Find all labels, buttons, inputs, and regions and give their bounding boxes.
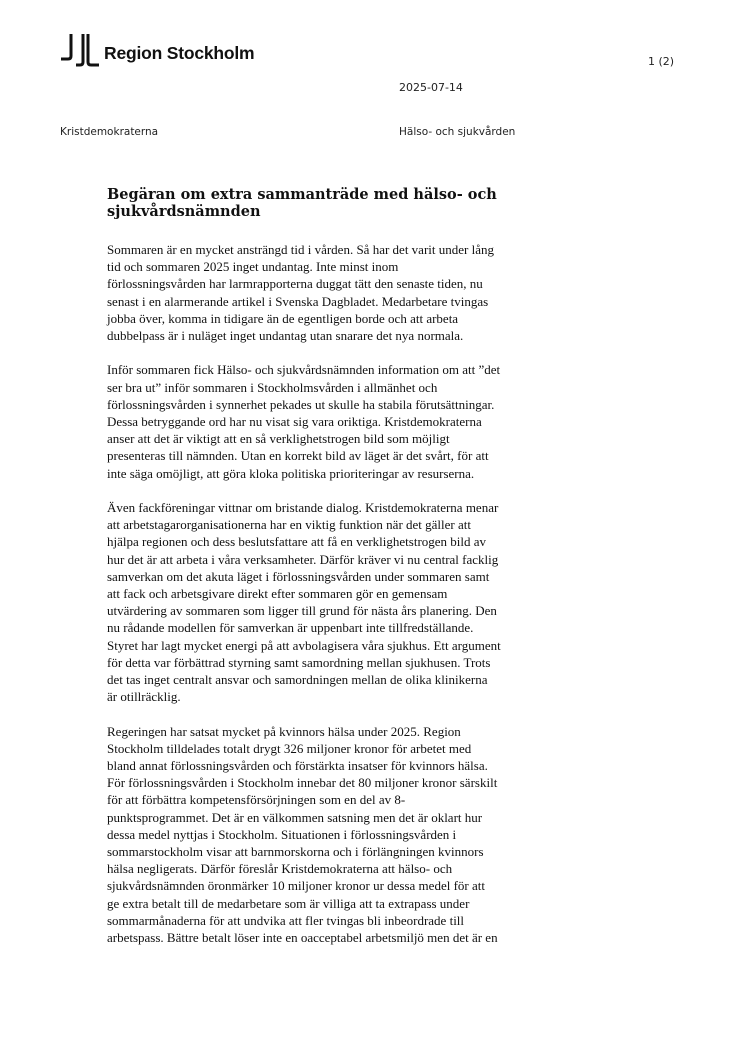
paragraph-line: förlossningsvården i synnerhet pekades ut skulle ha stabila förutsättningar. (107, 396, 495, 412)
document-title (107, 186, 547, 220)
paragraph-line: hjälpa regionen och dess beslutsfattare att få en verklighetstrogen bild av (107, 534, 487, 550)
paragraph-line: att arbetstagarorganisationerna har en viktig funktion när det gäller att (107, 517, 471, 533)
department: Hälso- och sjukvården (399, 126, 516, 138)
paragraph-line: att fack och arbetsgivare direkt efter sommaren gör en gemensam (107, 586, 448, 602)
body-paragraph (107, 499, 581, 705)
paragraph-line: hur det är att arbeta i våra verksamheter. Därför kräver vi nu central facklig (107, 551, 499, 567)
paragraph-line: det tas inget centralt ansvar och samordningen mellan de olika klinikerna (107, 672, 488, 688)
paragraph-line: dubbelpass är i nuläget inget undantag utan snarare det nya normala. (107, 328, 464, 344)
paragraph-line: utvärdering av sommaren som ligger till grund för nästa års planering. Den (107, 603, 497, 619)
document-body (107, 241, 581, 963)
paragraph-line: inte säga omöjligt, att göra kloka politiska prioriteringar av resurserna. (107, 465, 475, 481)
paragraph-line: Inför sommaren fick Hälso- och sjukvårdsnämnden information om att ”det (107, 362, 501, 378)
paragraph-line: Sommaren är en mycket ansträngd tid i vården. Så har det varit under lång (107, 242, 494, 257)
paragraph-line: anser att det är viktigt att en så verklighetstrogen bild som möjligt (107, 431, 450, 447)
paragraph-line: presenteras till nämnden. Utan en korrekt bild av läget är det svårt, för att (107, 448, 489, 464)
paragraph-line: är otillräcklig. (107, 689, 181, 705)
paragraph-line: dessa medel nyttjas i Stockholm. Situationen i förlossningsvården i (107, 826, 457, 842)
paragraph-line: bland annat förlossningsvården och förstärkta insatser för kvinnors hälsa. (107, 758, 488, 774)
paragraph-line: jobba över, komma in tidigare än de egentligen borde och att arbeta (107, 310, 459, 326)
page-number: 1 (2) (648, 55, 675, 68)
document-date: 2025-07-14 (399, 81, 463, 94)
paragraph-line: förlossningsvården har larmrapporterna duggat tätt den senaste tiden, nu (107, 276, 483, 292)
title-line: Begäran om extra sammanträde med hälso- och (107, 186, 497, 203)
logo-text: Region Stockholm (104, 42, 255, 63)
paragraph-line: för att förbättra kompetensförsörjningen som en del av 8- (107, 792, 406, 808)
paragraph-line: För förlossningsvården i Stockholm innebar det 80 miljoner kronor särskilt (107, 775, 498, 791)
paragraph-line: Regeringen har satsat mycket på kvinnors hälsa under 2025. Region (107, 723, 461, 739)
paragraph-line: hälsa negligerats. Därför föreslår Kristdemokraterna att hälso- och (107, 861, 453, 877)
paragraph-line: punktsprogrammet. Det är en välkommen satsning men det är oklart hur (107, 809, 483, 825)
sender: Kristdemokraterna (60, 126, 159, 138)
body-paragraph (107, 723, 581, 947)
region-stockholm-emblem-icon (59, 33, 99, 67)
body-paragraph (107, 361, 581, 481)
paragraph-line: ser bra ut” inför sommaren i Stockholmsvården i allmänhet och (107, 379, 438, 395)
title-line: sjukvårdsnämnden (107, 203, 261, 220)
paragraph-line: Stockholm tilldelades totalt drygt 326 miljoner kronor för arbetet med (107, 740, 472, 756)
paragraph-line: arbetspass. Bättre betalt löser inte en oacceptabel arbetsmiljö men det är en (107, 930, 498, 946)
paragraph-line: Dessa betryggande ord har nu visat sig vara oriktiga. Kristdemokraterna (107, 414, 482, 430)
paragraph-line: Även fackföreningar vittnar om bristande dialog. Kristdemokraterna menar (107, 500, 499, 516)
paragraph-line: senast i en alarmerande artikel i Svenska Dagbladet. Medarbetare tvingas (107, 293, 489, 309)
paragraph-line: Styret har lagt mycket energi på att avbolagisera våra sjukhus. Ett argument (107, 637, 501, 653)
paragraph-line: sjukvårdsnämnden öronmärker 10 miljoner kronor ur dessa medel för att (107, 878, 485, 894)
paragraph-line: ge extra betalt till de medarbetare som är villiga att ta extrapass under (107, 895, 470, 911)
paragraph-line: tid och sommaren 2025 inget undantag. Inte minst inom (107, 259, 399, 275)
paragraph-line: sommarstockholm visar att barnmorskorna och i förlängningen kvinnors (107, 844, 484, 860)
region-stockholm-logo (59, 33, 254, 67)
paragraph-line: nu rådande modellen för samverkan är uppenbart inte tillfredställande. (107, 620, 474, 636)
paragraph-line: samverkan om det akuta läget i förlossningsvården under sommaren samt (107, 568, 490, 584)
body-paragraph (107, 241, 581, 344)
paragraph-line: sommarmånaderna för att undvika att fler tvingas bli inbeordrade till (107, 912, 465, 928)
paragraph-line: för detta var förbättrad styrning samt samordning mellan sjukhusen. Trots (107, 654, 491, 670)
